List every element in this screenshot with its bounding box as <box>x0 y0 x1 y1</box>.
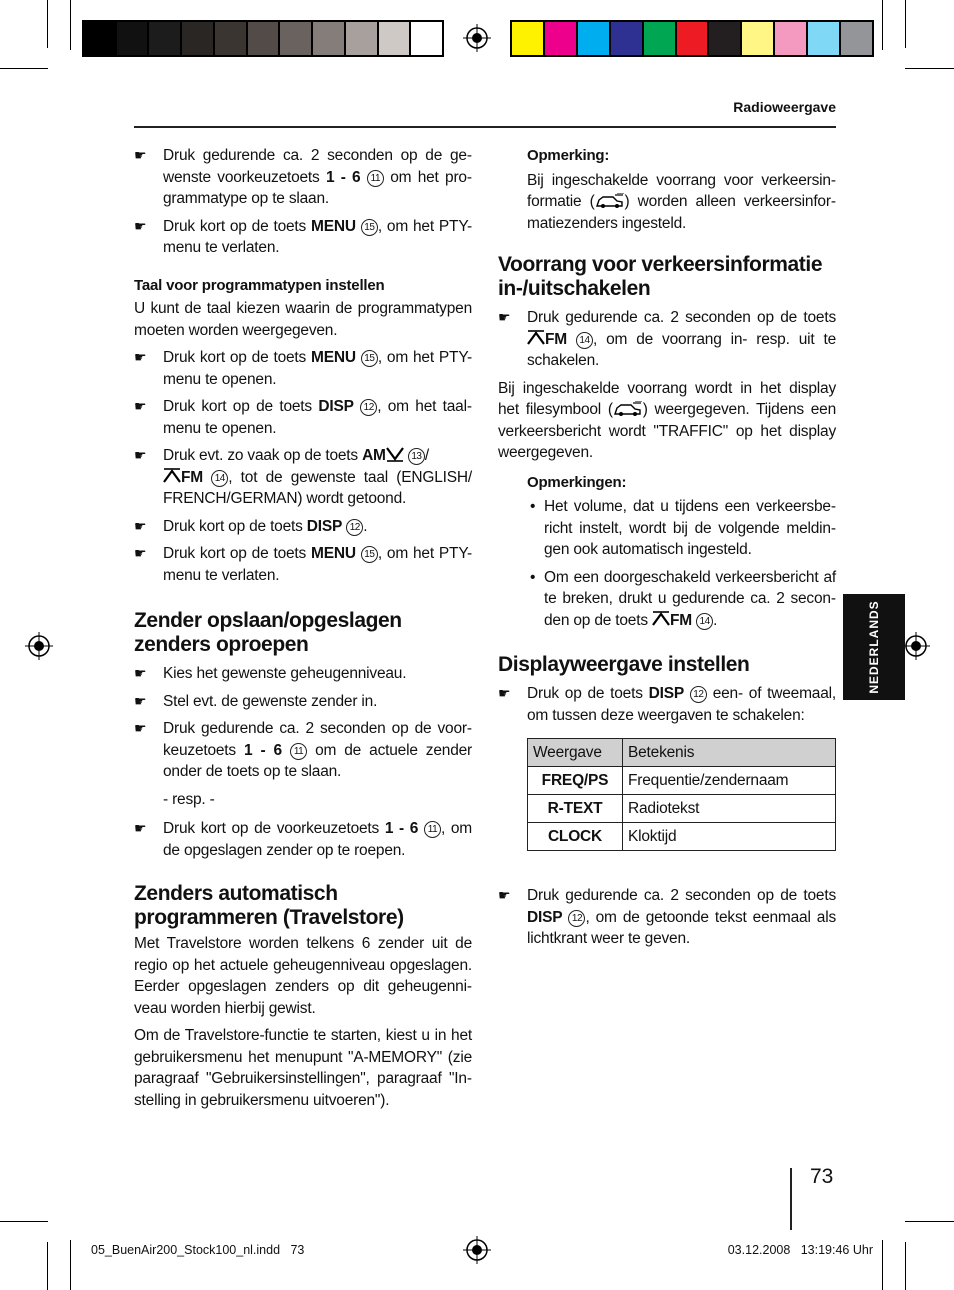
language-tab-label: NEDERLANDS <box>867 600 881 694</box>
note-title: Opmerking: <box>527 147 610 164</box>
paragraph: U kunt de taal kiezen waarin de programmatypen moeten worden weergegeven. <box>134 300 472 339</box>
color-swatch <box>215 22 246 55</box>
crop-mark <box>882 1240 883 1290</box>
color-swatch <box>578 22 609 55</box>
key-number-badge: 11 <box>367 170 384 187</box>
instruction-item: ☛ Druk kort op de toets DISP 12 , om het taalmenu te openen. <box>134 396 472 439</box>
key-number-badge: 13 <box>408 448 425 465</box>
key-number-badge: 12 <box>360 399 377 416</box>
instruction-item: ☛ Druk kort op de toets MENU 15 , om het PTY-menu te verlaten. <box>134 216 472 259</box>
page-number: 73 <box>810 1165 834 1188</box>
left-column <box>134 145 472 1111</box>
instruction-item: ☛ Druk gedurende ca. 2 seconden op de toets FM 14 , om de voorrang in- resp. uit te schakelen. <box>498 307 836 372</box>
color-swatch <box>182 22 213 55</box>
registration-mark-icon <box>902 632 930 660</box>
traffic-jam-icon <box>595 193 625 209</box>
notes-title: Opmerkingen: <box>527 473 627 491</box>
color-swatch <box>346 22 377 55</box>
color-swatch <box>280 22 311 55</box>
instruction-item: ☛ Stel evt. de gewenste zender in. <box>134 691 472 713</box>
color-swatch <box>677 22 708 55</box>
crop-mark <box>905 1242 906 1290</box>
registration-mark-icon <box>463 1236 491 1264</box>
color-swatch <box>841 22 872 55</box>
color-swatch <box>512 22 543 55</box>
key-number-badge: 12 <box>346 519 363 536</box>
color-swatch <box>149 22 180 55</box>
arrow-up-icon <box>652 611 670 627</box>
key-number-badge: 14 <box>696 613 713 630</box>
table-cell: Radiotekst <box>623 795 836 823</box>
instruction-item: ☛ Kies het gewenste geheugenniveau. <box>134 663 472 685</box>
registration-mark-icon <box>463 24 491 52</box>
table-row <box>528 795 836 823</box>
key-number-badge: 12 <box>568 910 585 927</box>
crop-mark <box>0 1221 48 1222</box>
crop-mark <box>905 0 906 48</box>
section-heading: Zenders automatisch programmeren (Travelstore) <box>134 882 404 929</box>
section-header: Radioweergave <box>733 99 836 115</box>
color-swatch <box>545 22 576 55</box>
color-swatch <box>808 22 839 55</box>
header-rule <box>134 126 836 128</box>
color-swatch <box>313 22 344 55</box>
color-swatch <box>644 22 675 55</box>
table-cell: CLOCK <box>528 823 623 851</box>
color-swatch <box>775 22 806 55</box>
instruction-item: ☛ Druk kort op de toets MENU 15 , om het PTY-menu te verlaten. <box>134 543 472 586</box>
right-column <box>498 145 836 950</box>
color-swatch <box>117 22 148 55</box>
instruction-item: ☛ Druk evt. zo vaak op de toets AM 13 / FM 14 , tot de gewenste taal (ENGLISH/ FRENCH/GERMAN) wordt getoond. <box>134 445 472 510</box>
table-cell: FREQ/PS <box>528 767 623 795</box>
table-row <box>528 767 836 795</box>
paragraph: Bij ingeschakelde voorrang wordt in het display het filesymbool ( ) weergegeven. Tijdens een verkeersbericht wordt "TRAFFIC" op het display weergegeven. <box>498 379 836 461</box>
note-text: Bij ingeschakelde voorrang voor verkeersinformatie ( ) worden alleen verkeersinformatiezenders ingesteld. <box>527 171 836 232</box>
color-swatch <box>411 22 442 55</box>
key-number-badge: 14 <box>211 470 228 487</box>
display-modes-table <box>527 738 836 851</box>
table-cell: R-TEXT <box>528 795 623 823</box>
note-item: • Het volume, dat u tijdens een verkeersbericht instelt, wordt bij de volgende meldingen ook automatisch ingesteld. <box>527 496 836 561</box>
instruction-item: ☛ Druk op de toets DISP 12 een- of tweemaal, om tussen deze weergaven te schakelen: <box>498 683 836 726</box>
table-row <box>528 823 836 851</box>
key-number-badge: 15 <box>361 350 378 367</box>
color-swatch <box>248 22 279 55</box>
key-number-badge: 15 <box>361 546 378 563</box>
instruction-item: ☛ Druk kort op de voorkeuzetoets 1 - 6 11 , om de opgeslagen zender op te roepen. <box>134 818 472 861</box>
resp-text: - resp. - <box>163 790 215 808</box>
color-bar <box>510 20 874 57</box>
crop-mark <box>70 0 71 50</box>
arrow-down-icon <box>386 446 404 462</box>
crop-mark <box>905 1221 954 1222</box>
instruction-item: ☛ Druk gedurende ca. 2 seconden op de gewenste voorkeuzetoets 1 - 6 11 om het programmatype op te slaan. <box>134 145 472 210</box>
crop-mark <box>47 0 48 48</box>
table-header-cell: Betekenis <box>623 739 836 767</box>
language-tab <box>843 594 905 700</box>
instruction-item: ☛ Druk kort op de toets MENU 15 , om het PTY-menu te openen. <box>134 347 472 390</box>
page-number-rule <box>790 1168 792 1230</box>
color-swatch <box>84 22 115 55</box>
color-swatch <box>611 22 642 55</box>
key-number-badge: 12 <box>690 686 707 703</box>
arrow-up-icon <box>527 330 545 346</box>
section-heading: Voorrang voor verkeersinformatie in-/uitschakelen <box>498 253 823 300</box>
key-number-badge: 15 <box>361 219 378 236</box>
instruction-item: ☛ Druk kort op de toets DISP 12 . <box>134 516 472 538</box>
table-header-row <box>528 739 836 767</box>
instruction-item: ☛ Druk gedurende ca. 2 seconden op de toets DISP 12 , om de getoonde tekst eenmaal als lichtkrant weer te geven. <box>498 885 836 950</box>
section-heading: Displayweergave instellen <box>498 653 750 676</box>
note-item: • Om een doorgeschakeld verkeersbericht af te breken, drukt u gedurende ca. 2 seconden op de toets FM 14 . <box>527 567 836 632</box>
registration-mark-icon <box>25 632 53 660</box>
footer-date: 03.12.2008 13:19:46 Uhr <box>727 1243 873 1257</box>
paragraph: Met Travelstore worden telkens 6 zender uit de regio op het actuele geheugenniveau opgeslagen. Eerder opgeslagen zenders op dit geheugenniveau worden hierbij gewist. <box>134 935 472 1017</box>
grayscale-bar <box>82 20 444 57</box>
traffic-jam-icon <box>613 401 643 417</box>
section-heading: Zender opslaan/opgeslagen zenders oproepen <box>134 609 402 656</box>
table-header-cell: Weergave <box>528 739 623 767</box>
color-swatch <box>709 22 740 55</box>
crop-mark <box>47 1242 48 1290</box>
paragraph: Om de Travelstore-functie te starten, kiest u in het gebruikersmenu het menupunt "A-MEMORY" (zie paragraaf "Gebruikersinstellingen", paragraaf "Instelling in gebruikersmenu uitvoeren"). <box>134 1027 472 1109</box>
subheading: Taal voor programmatypen instellen <box>134 276 385 294</box>
table-cell: Kloktijd <box>623 823 836 851</box>
key-number-badge: 11 <box>290 743 307 760</box>
crop-mark <box>70 1240 71 1290</box>
key-number-badge: 11 <box>424 821 441 838</box>
footer-file: 05_BuenAir200_Stock100_nl.indd 73 <box>91 1243 305 1257</box>
color-swatch <box>742 22 773 55</box>
arrow-up-icon <box>163 468 181 484</box>
key-number-badge: 14 <box>576 332 593 349</box>
crop-mark <box>882 0 883 50</box>
crop-mark <box>0 68 48 69</box>
instruction-item: ☛ Druk gedurende ca. 2 seconden op de voorkeuzetoets 1 - 6 11 om de actuele zender onder de toets op te slaan. <box>134 718 472 783</box>
table-cell: Frequentie/zendernaam <box>623 767 836 795</box>
color-swatch <box>379 22 410 55</box>
crop-mark <box>905 68 954 69</box>
